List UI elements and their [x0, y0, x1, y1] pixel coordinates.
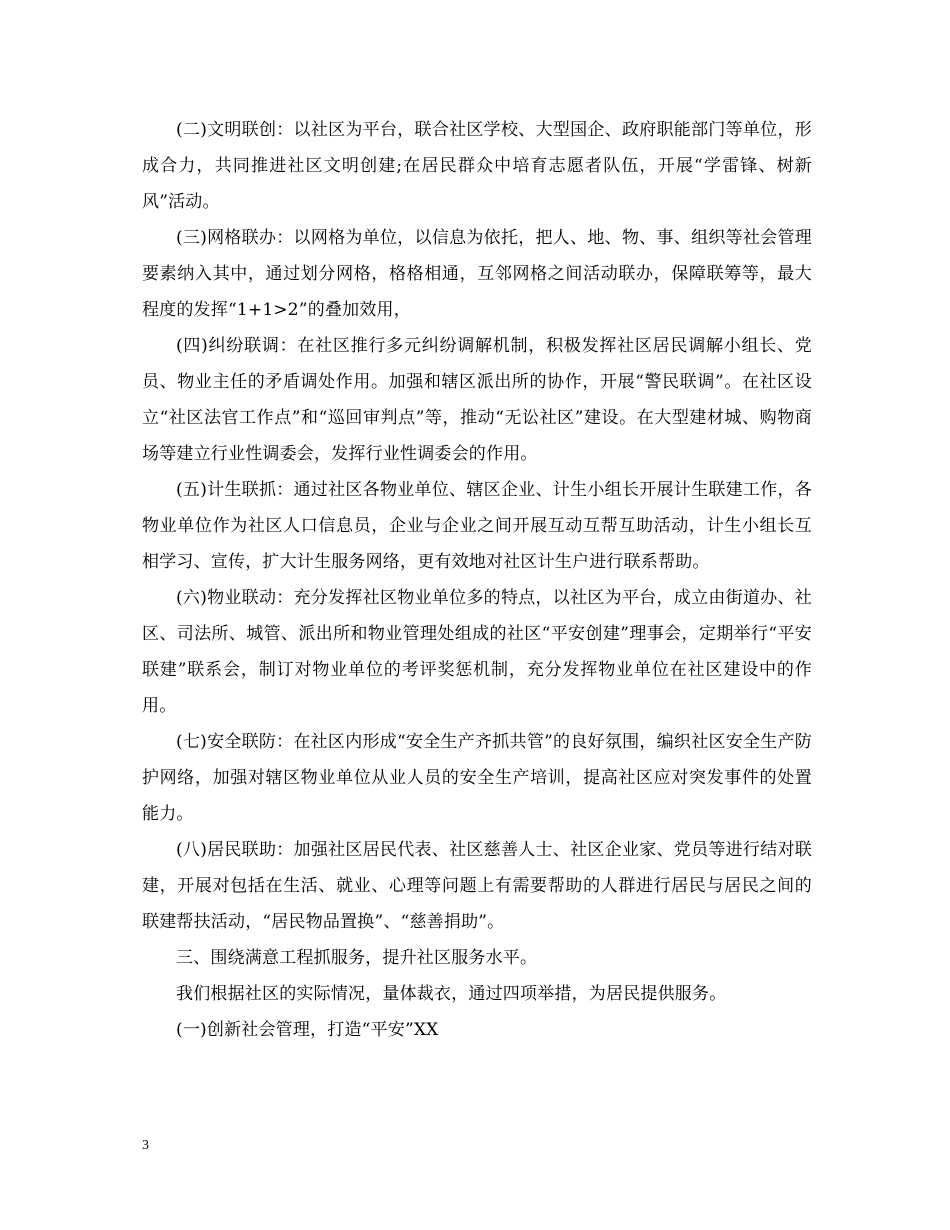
paragraph-family-planning: (五)计生联抓：通过社区各物业单位、辖区企业、计生小组长开展计生联建工作，各物业单位作为社区人口信息员，企业与企业之间开展互动互帮互助活动，计生小组长互相学习、宣传，扩大计生服务网络，更有效地对社区计生户进行联系帮助。 — [142, 480, 812, 572]
paragraph-dispute: (四)纠纷联调：在社区推行多元纠纷调解机制，积极发挥社区居民调解小组长、党员、物业主任的矛盾调处作用。加强和辖区派出所的协作，开展“警民联调”。在社区设立“社区法官工作点”和“巡回审判点”等，推动“无讼社区”建设。在大型建材城、购物商场等建立行业性调委会，发挥行业性调委会的作用。 — [142, 336, 812, 464]
section-heading-service: 三、围绕满意工程抓服务，提升社区服务水平。 — [176, 948, 538, 968]
paragraph-grid: (三)网格联办：以网格为单位，以信息为依托，把人、地、物、事、组织等社会管理要素纳入其中，通过划分网格，格格相通，互邻网格之间活动联办，保障联筹等，最大程度的发挥“1+1>2”的叠加效用， — [142, 228, 812, 320]
paragraph-safety: (七)安全联防：在社区内形成“安全生产齐抓共管”的良好氛围，编织社区安全生产防护网络，加强对辖区物业单位从业人员的安全生产培训，提高社区应对突发事件的处置能力。 — [142, 732, 812, 824]
paragraph-social-management: (一)创新社会管理，打造“平安”XX — [176, 1020, 439, 1040]
page-number: 3 — [142, 1138, 149, 1153]
paragraph-residents: (八)居民联助：加强社区居民代表、社区慈善人士、社区企业家、党员等进行结对联建，开展对包括在生活、就业、心理等问题上有需要帮助的人群进行居民与居民之间的联建帮扶活动，“居民物品置换”、“慈善捐助”。 — [142, 840, 812, 932]
document-body — [142, 112, 812, 1048]
paragraph-civilization: (二)文明联创：以社区为平台，联合社区学校、大型国企、政府职能部门等单位，形成合力，共同推进社区文明创建;在居民群众中培育志愿者队伍，开展“学雷锋、树新风”活动。 — [142, 120, 812, 212]
paragraph-service-intro: 我们根据社区的实际情况，量体裁衣，通过四项举措，为居民提供服务。 — [176, 984, 727, 1004]
paragraph-property: (六)物业联动：充分发挥社区物业单位多的特点，以社区为平台，成立由街道办、社区、司法所、城管、派出所和物业管理处组成的社区“平安创建”理事会，定期举行“平安联建”联系会，制订对物业单位的考评奖惩机制，充分发挥物业单位在社区建设中的作用。 — [142, 588, 812, 716]
